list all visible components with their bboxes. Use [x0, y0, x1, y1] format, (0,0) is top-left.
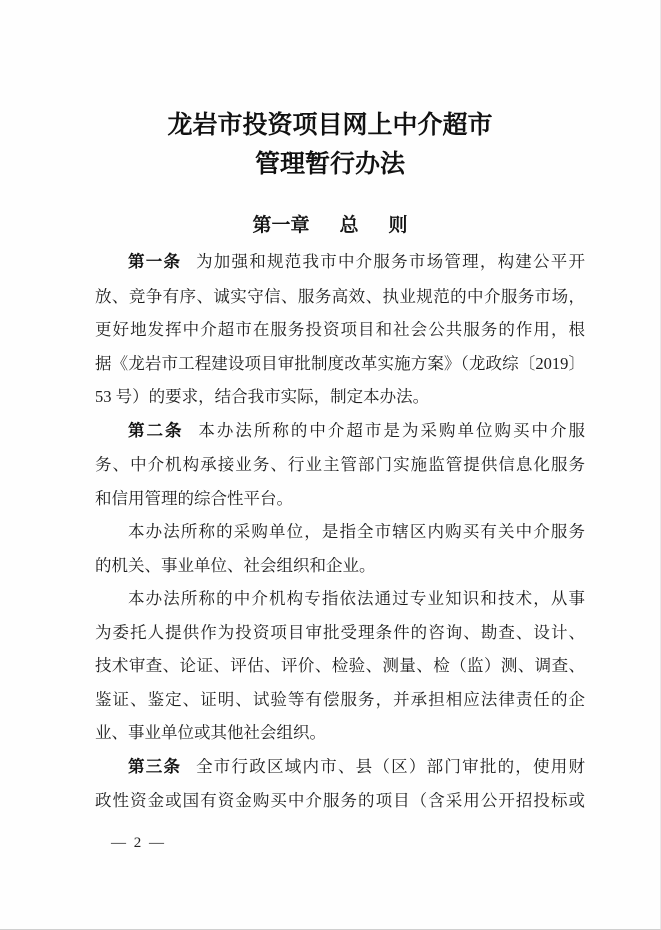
chapter-number: 第一章	[252, 215, 310, 236]
paragraph-article-3	[95, 750, 585, 818]
page-number: — 2 —	[111, 835, 166, 851]
paragraph-definition-intermediary	[95, 582, 585, 750]
title-line-1: 龙岩市投资项目网上中介超市	[167, 112, 493, 139]
body-line	[95, 750, 585, 785]
body-line: 和信用管理的综合性平台。	[95, 488, 293, 508]
body-line: 本办法所称的中介机构专指依法通过专业知识和技术，从事	[128, 589, 585, 608]
body-line: 鉴证、鉴定、证明、试验等有偿服务，并承担相应法律责任的企	[95, 689, 585, 709]
body-line: 放、竞争有序、诚实守信、服务高效、执业规范的中介服务市场，	[95, 286, 585, 306]
body-line-text: 全市行政区域内市、县（区）部门审批的，使用财	[196, 756, 586, 776]
body-line: 更好地发挥中介超市在服务投资项目和社会公共服务的作用，根	[95, 320, 585, 339]
body-line: 技术审查、论证、评估、评价、检验、测量、检（监）测、调查、	[95, 656, 585, 675]
body-line: 务、中介机构承接业务、行业主管部门实施监管提供信息化服务	[95, 455, 585, 474]
body-line: 本办法所称的采购单位，是指全市辖区内购买有关中介服务	[128, 522, 585, 541]
body-line: 53 号）的要求，结合我市实际，制定本办法。	[95, 387, 430, 406]
body-line: 政性资金或国有资金购买中介服务的项目（含采用公开招投标或	[95, 791, 585, 810]
document-title	[0, 106, 660, 184]
document-body	[95, 245, 585, 818]
chapter-name-part-2: 则	[388, 215, 408, 236]
paragraph-definition-purchaser	[95, 515, 585, 582]
body-line	[95, 414, 585, 449]
body-line: 据《龙岩市工程建设项目审批制度改革实施方案》（龙政综〔2019〕	[95, 353, 585, 373]
body-line-text: 本办法所称的中介超市是为采购单位购买中介服	[198, 420, 586, 440]
title-line-2: 管理暂行办法	[254, 151, 405, 178]
body-line: 业、事业单位或其他社会组织。	[95, 723, 326, 742]
chapter-name-part-1: 总	[339, 215, 359, 236]
body-line: 为委托人提供作为投资项目审批受理条件的咨询、勘查、设计、	[95, 622, 585, 642]
body-line-text: 为加强和规范我市中介服务市场管理，构建公平开	[196, 252, 586, 271]
body-line	[95, 245, 585, 280]
paragraph-article-2	[95, 414, 585, 516]
chapter-heading	[0, 213, 660, 239]
article-number-label: 第三条	[128, 757, 182, 776]
body-line: 的机关、事业单位、社会组织和企业。	[95, 555, 376, 575]
article-number-label: 第一条	[128, 253, 182, 271]
paragraph-article-1	[95, 245, 585, 414]
article-number-label: 第二条	[128, 421, 184, 440]
